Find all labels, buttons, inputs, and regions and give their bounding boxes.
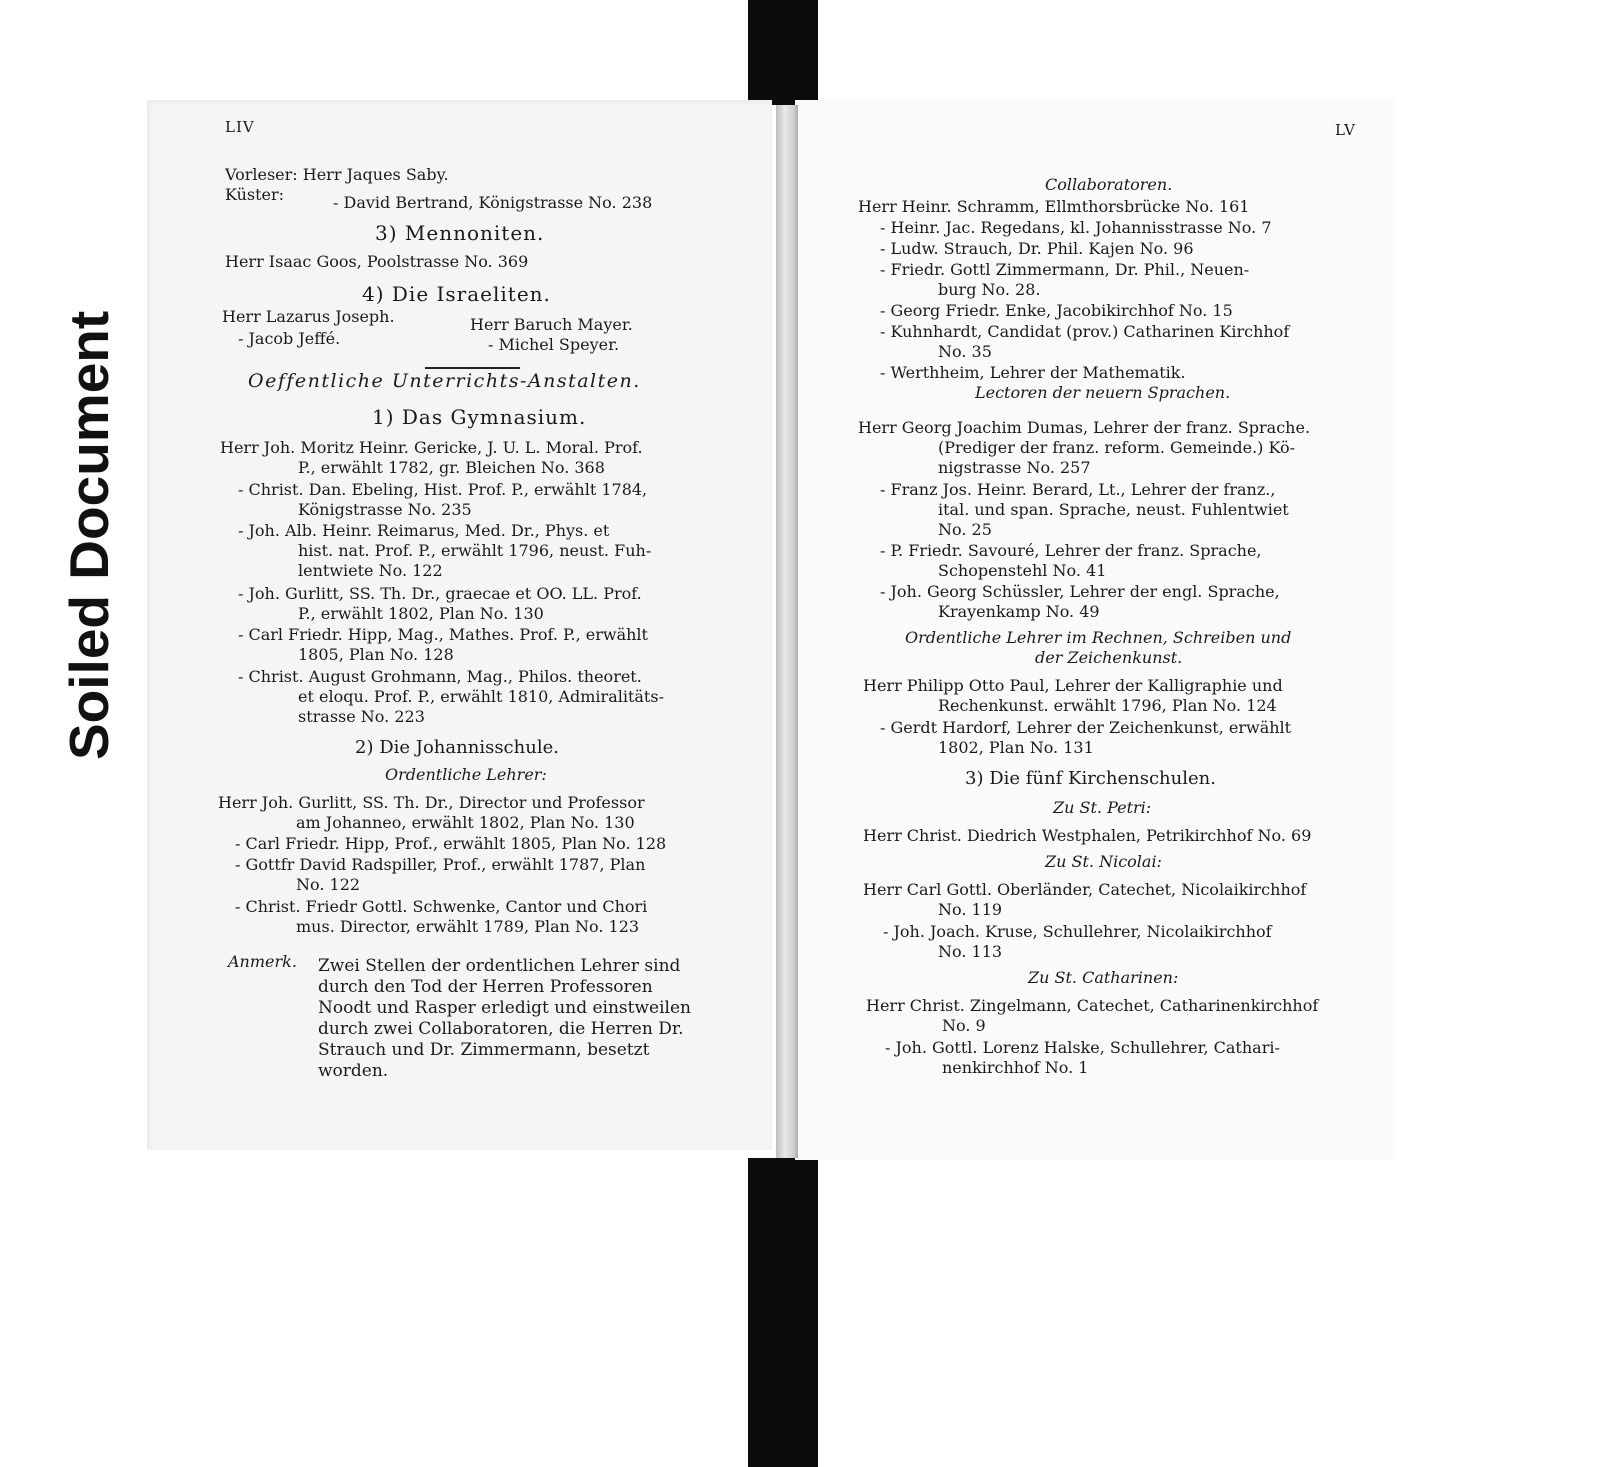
left-text-line: No. 122 bbox=[296, 875, 361, 894]
right-text-line: No. 9 bbox=[942, 1016, 986, 1035]
right-text-line: Herr Christ. Diedrich Westphalen, Petrikirchhof No. 69 bbox=[863, 826, 1312, 845]
left-text-line: - Joh. Gurlitt, SS. Th. Dr., graecae et OO. LL. Prof. bbox=[238, 584, 642, 603]
left-text-line: Königstrasse No. 235 bbox=[298, 500, 472, 519]
right-text-line: No. 25 bbox=[938, 520, 992, 539]
right-text-line: nigstrasse No. 257 bbox=[938, 458, 1091, 477]
right-text-line: Herr Philipp Otto Paul, Lehrer der Kalligraphie und bbox=[863, 676, 1283, 695]
right-text-line: Schopenstehl No. 41 bbox=[938, 561, 1107, 580]
right-text-line: Herr Georg Joachim Dumas, Lehrer der franz. Sprache. bbox=[858, 418, 1311, 437]
left-text-line: 1805, Plan No. 128 bbox=[298, 645, 454, 664]
right-text-line: Ordentliche Lehrer im Rechnen, Schreiben und bbox=[905, 628, 1292, 647]
left-text-line: strasse No. 223 bbox=[298, 707, 425, 726]
scan-binding-bottom bbox=[748, 1158, 818, 1467]
right-text-line: - P. Friedr. Savouré, Lehrer der franz. Sprache, bbox=[880, 541, 1262, 560]
left-text-line: - David Bertrand, Königstrasse No. 238 bbox=[333, 193, 653, 212]
right-text-line: - Joh. Georg Schüssler, Lehrer der engl. Sprache, bbox=[880, 582, 1280, 601]
right-text-line: - Gerdt Hardorf, Lehrer der Zeichenkunst, erwählt bbox=[880, 718, 1292, 737]
left-text-line: - Carl Friedr. Hipp, Mag., Mathes. Prof. P., erwählt bbox=[238, 625, 648, 644]
right-text-line: - Werthheim, Lehrer der Mathematik. bbox=[880, 363, 1186, 382]
left-text-line: lentwiete No. 122 bbox=[298, 561, 443, 580]
soiled-document-stamp bbox=[58, 255, 120, 765]
left-text-line: - Christ. Friedr Gottl. Schwenke, Cantor und Chori bbox=[235, 897, 648, 916]
right-text-line: 1802, Plan No. 131 bbox=[938, 738, 1094, 757]
right-text-line: Krayenkamp No. 49 bbox=[938, 602, 1100, 621]
right-text-line: No. 119 bbox=[938, 900, 1003, 919]
anmerk-line: Zwei Stellen der ordentlichen Lehrer sind bbox=[318, 956, 681, 976]
right-text-line: - Heinr. Jac. Regedans, kl. Johannisstrasse No. 7 bbox=[880, 218, 1272, 237]
section-divider bbox=[425, 367, 520, 369]
left-text-line: Herr Baruch Mayer. bbox=[470, 315, 633, 334]
anmerk-note bbox=[318, 956, 691, 1082]
right-text-line: Lectoren der neuern Sprachen. bbox=[975, 383, 1231, 402]
right-text-line: - Joh. Joach. Kruse, Schullehrer, Nicolaikirchhof bbox=[883, 922, 1272, 941]
right-text-line: Zu St. Petri: bbox=[1053, 798, 1152, 817]
right-text-line: Rechenkunst. erwählt 1796, Plan No. 124 bbox=[938, 696, 1277, 715]
left-text-line: Herr Joh. Gurlitt, SS. Th. Dr., Director und Professor bbox=[218, 793, 645, 812]
right-text-line: Zu St. Catharinen: bbox=[1028, 968, 1179, 987]
anmerk-label: Anmerk. bbox=[228, 952, 297, 971]
left-text-line: P., erwählt 1782, gr. Bleichen No. 368 bbox=[298, 458, 605, 477]
left-text-line: hist. nat. Prof. P., erwählt 1796, neust. Fuh- bbox=[298, 541, 652, 560]
right-text-line: Collaboratoren. bbox=[1045, 175, 1173, 194]
right-text-line: 3) Die fünf Kirchenschulen. bbox=[965, 768, 1216, 789]
book-gutter bbox=[776, 105, 798, 1158]
left-text-line: Ordentliche Lehrer: bbox=[385, 765, 547, 784]
right-folio: LV bbox=[1335, 121, 1357, 139]
right-text-line: Herr Christ. Zingelmann, Catechet, Catharinenkirchhof bbox=[866, 996, 1319, 1015]
right-text-line: Herr Heinr. Schramm, Ellmthorsbrücke No. 161 bbox=[858, 197, 1250, 216]
right-text-line: - Friedr. Gottl Zimmermann, Dr. Phil., Neuen- bbox=[880, 260, 1250, 279]
left-text-line: am Johanneo, erwählt 1802, Plan No. 130 bbox=[296, 813, 635, 832]
left-text-line: Herr Isaac Goos, Poolstrasse No. 369 bbox=[225, 252, 529, 271]
left-text-line: Oeffentliche Unterrichts-Anstalten. bbox=[248, 370, 641, 392]
left-text-line: - Christ. Dan. Ebeling, Hist. Prof. P., erwählt 1784, bbox=[238, 480, 648, 499]
right-text-line: Herr Carl Gottl. Oberländer, Catechet, Nicolaikirchhof bbox=[863, 880, 1307, 899]
left-text-line: mus. Director, erwählt 1789, Plan No. 123 bbox=[296, 917, 640, 936]
left-text-line: - Joh. Alb. Heinr. Reimarus, Med. Dr., Phys. et bbox=[238, 521, 610, 540]
right-text-line: nenkirchhof No. 1 bbox=[942, 1058, 1089, 1077]
right-text-line: - Joh. Gottl. Lorenz Halske, Schullehrer, Cathari- bbox=[885, 1038, 1280, 1057]
left-text-line: - Jacob Jeffé. bbox=[238, 329, 341, 348]
left-text-line: 2) Die Johannisschule. bbox=[355, 737, 559, 758]
anmerk-line: Noodt und Rasper erledigt und einstweilen bbox=[318, 998, 691, 1018]
anmerk-line: Strauch und Dr. Zimmermann, besetzt bbox=[318, 1040, 650, 1060]
left-text-line: 4) Die Israeliten. bbox=[362, 282, 551, 306]
left-text-line: Küster: bbox=[225, 185, 285, 204]
left-text-line: - Gottfr David Radspiller, Prof., erwählt 1787, Plan bbox=[235, 855, 646, 874]
stamp-text: Soiled Document bbox=[58, 310, 120, 760]
scan-binding-top bbox=[748, 0, 818, 105]
left-text-line: P., erwählt 1802, Plan No. 130 bbox=[298, 604, 544, 623]
right-text-line: ital. und span. Sprache, neust. Fuhlentwiet bbox=[938, 500, 1289, 519]
anmerk-line: durch zwei Collaboratoren, die Herren Dr. bbox=[318, 1019, 684, 1039]
left-folio: LIV bbox=[225, 118, 255, 136]
right-text-line: - Georg Friedr. Enke, Jacobikirchhof No. 15 bbox=[880, 301, 1233, 320]
left-text-line: Herr Lazarus Joseph. bbox=[222, 307, 395, 326]
left-text-line: - Christ. August Grohmann, Mag., Philos. theoret. bbox=[238, 667, 642, 686]
right-text-line: - Kuhnhardt, Candidat (prov.) Catharinen Kirchhof bbox=[880, 322, 1290, 341]
left-text-line: 1) Das Gymnasium. bbox=[372, 405, 587, 429]
right-text-line: No. 113 bbox=[938, 942, 1003, 961]
right-text-line: (Prediger der franz. reform. Gemeinde.) Kö- bbox=[938, 438, 1296, 457]
left-text-line: 3) Mennoniten. bbox=[375, 221, 545, 245]
left-text-line: - Michel Speyer. bbox=[488, 335, 620, 354]
left-text-line: - Carl Friedr. Hipp, Prof., erwählt 1805, Plan No. 128 bbox=[235, 834, 667, 853]
right-text-line: der Zeichenkunst. bbox=[1035, 648, 1183, 667]
right-text-line: Zu St. Nicolai: bbox=[1045, 852, 1162, 871]
right-text-line: - Ludw. Strauch, Dr. Phil. Kajen No. 96 bbox=[880, 239, 1194, 258]
left-text-line: et eloqu. Prof. P., erwählt 1810, Admiralitäts- bbox=[298, 687, 664, 706]
left-text-line: Herr Joh. Moritz Heinr. Gericke, J. U. L. Moral. Prof. bbox=[220, 438, 643, 457]
left-text-line: Vorleser: Herr Jaques Saby. bbox=[225, 165, 449, 184]
right-text-line: - Franz Jos. Heinr. Berard, Lt., Lehrer der franz., bbox=[880, 480, 1276, 499]
anmerk-line: worden. bbox=[318, 1061, 389, 1081]
right-text-line: No. 35 bbox=[938, 342, 992, 361]
anmerk-line: durch den Tod der Herren Professoren bbox=[318, 977, 653, 997]
right-text-line: burg No. 28. bbox=[938, 280, 1041, 299]
